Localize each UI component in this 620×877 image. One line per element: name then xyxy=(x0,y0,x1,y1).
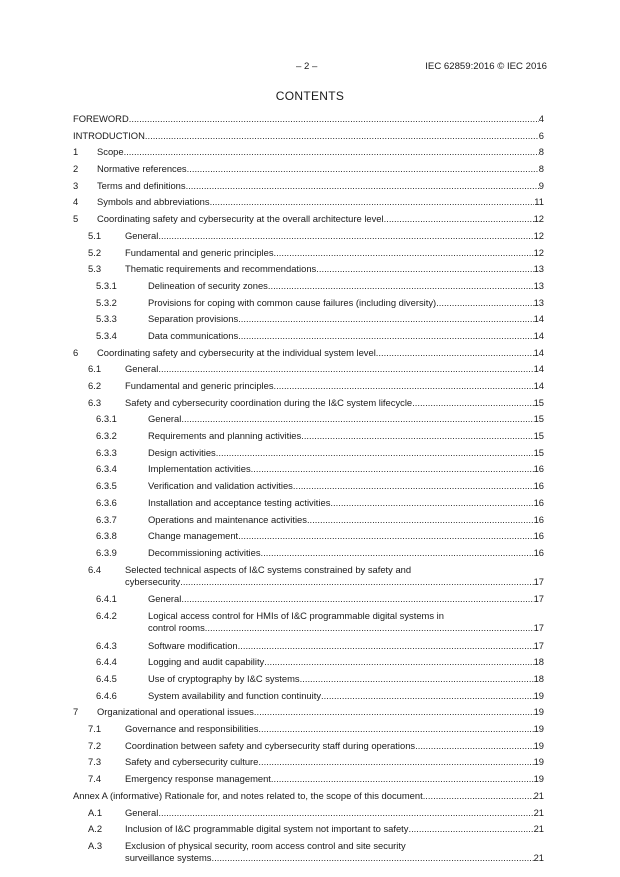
dot-leader xyxy=(238,530,533,542)
toc-entry[interactable] xyxy=(73,247,544,259)
toc-entry-title: Symbols and abbreviations xyxy=(97,196,210,208)
dot-leader xyxy=(238,330,533,342)
toc-entry[interactable] xyxy=(73,330,544,342)
toc-entry-number: A.3 xyxy=(88,839,103,851)
dot-leader xyxy=(376,347,534,359)
toc-entry-body xyxy=(97,706,544,718)
toc-entry[interactable] xyxy=(73,430,544,442)
toc-entry-page: 19 xyxy=(533,706,544,718)
toc-entry-title: Annex A (informative) Rationale for, and notes related to, the scope of this document xyxy=(73,789,423,801)
toc-entry-title: Change management xyxy=(148,530,239,542)
dot-leader xyxy=(158,363,533,375)
dot-leader xyxy=(181,413,533,425)
toc-entry[interactable] xyxy=(73,673,544,685)
toc-entry-title: Governance and responsibilities xyxy=(125,723,259,735)
toc-entry-body xyxy=(125,840,544,864)
contents-title: CONTENTS xyxy=(275,89,345,103)
toc-entry-page: 17 xyxy=(533,575,544,587)
dot-leader xyxy=(271,773,534,785)
dot-leader xyxy=(274,247,534,259)
toc-entry-page: 11 xyxy=(534,196,544,208)
toc-entry[interactable] xyxy=(73,130,544,142)
dot-leader xyxy=(216,447,534,459)
toc-entry-page: 17 xyxy=(533,621,544,633)
toc-entry-title: Selected technical aspects of I&C systems constrained by safety and xyxy=(125,563,412,575)
toc-entry[interactable] xyxy=(73,113,544,125)
toc-entry-body xyxy=(125,823,544,835)
toc-entry-title: Implementation activities xyxy=(148,463,251,475)
toc-entry-number: 6.4.6 xyxy=(96,689,117,701)
toc-entry-body xyxy=(73,130,544,142)
dot-leader xyxy=(187,163,539,175)
toc-entry-page: 12 xyxy=(533,213,544,225)
dot-leader xyxy=(145,130,539,142)
toc-entry-title: Normative references xyxy=(97,163,187,175)
dot-leader xyxy=(321,690,534,702)
toc-entry-title: Installation and acceptance testing activities xyxy=(148,496,331,508)
toc-entry[interactable] xyxy=(73,807,544,819)
toc-entry[interactable] xyxy=(73,497,544,509)
toc-entry-body xyxy=(148,480,544,492)
toc-entry-body xyxy=(73,790,544,802)
toc-entry-number: 5.3.4 xyxy=(96,329,117,341)
toc-entry[interactable] xyxy=(73,756,544,768)
toc-entry-page: 16 xyxy=(533,463,544,475)
toc-entry-page: 15 xyxy=(533,446,544,458)
toc-entry-page: 16 xyxy=(533,546,544,558)
dot-leader xyxy=(423,790,534,802)
toc-entry-number: 7.3 xyxy=(88,756,102,768)
dot-leader xyxy=(316,263,533,275)
toc-entry-title: INTRODUCTION xyxy=(73,129,145,141)
toc-entry[interactable] xyxy=(73,180,544,192)
dot-leader xyxy=(300,673,534,685)
toc-entry[interactable] xyxy=(73,593,544,605)
toc-entry-number: 6.3.7 xyxy=(96,513,117,525)
toc-entry-body xyxy=(97,180,544,192)
toc-entry-title: Requirements and planning activities xyxy=(148,430,302,442)
toc-entry-number: 2 xyxy=(73,163,79,175)
toc-entry-page: 19 xyxy=(533,739,544,751)
toc-entry[interactable] xyxy=(73,514,544,526)
toc-entry-title: Terms and definitions xyxy=(97,179,186,191)
toc-entry-title-continued: surveillance systems xyxy=(125,851,212,863)
toc-entry-title: FOREWORD xyxy=(73,113,129,124)
page-header xyxy=(0,61,620,75)
toc-entry-number: 5.2 xyxy=(88,246,102,258)
toc-entry-body xyxy=(125,263,544,275)
toc-entry-title: Logging and audit capability xyxy=(148,656,265,668)
toc-entry-body xyxy=(125,773,544,785)
toc-entry-body xyxy=(148,547,544,559)
toc-entry[interactable] xyxy=(73,564,544,589)
toc-entry-page: 16 xyxy=(533,513,544,525)
toc-entry-body xyxy=(97,146,544,158)
toc-entry[interactable] xyxy=(73,790,544,802)
toc-entry-title: Data communications xyxy=(148,329,239,341)
toc-entry-number: 7.1 xyxy=(88,723,102,735)
toc-entry[interactable] xyxy=(73,313,544,325)
dot-leader xyxy=(124,146,539,158)
toc-entry-page: 14 xyxy=(533,329,544,341)
toc-entry-title: Fundamental and generic principles xyxy=(125,380,274,391)
toc-entry-number: 6.1 xyxy=(88,363,102,375)
toc-entry-page: 19 xyxy=(533,756,544,768)
toc-entry-page: 15 xyxy=(533,396,544,408)
toc-entry-number: 6.2 xyxy=(88,380,102,391)
toc-entry-title: Thematic requirements and recommendations xyxy=(125,263,317,275)
toc-entry-page: 14 xyxy=(533,313,544,325)
toc-entry-title: Delineation of security zones xyxy=(148,279,268,291)
dot-leader xyxy=(186,180,539,192)
toc-entry-number: 6.4.4 xyxy=(96,656,117,668)
toc-entry-body xyxy=(125,564,544,588)
toc-entry-number: 6.3.8 xyxy=(96,530,117,542)
toc-entry-title: Design activities xyxy=(148,446,216,458)
toc-entry[interactable] xyxy=(73,347,544,359)
toc-entry[interactable] xyxy=(73,640,544,652)
toc-entry-title-continued: cybersecurity xyxy=(125,575,181,587)
toc-entry-number: 6.3 xyxy=(88,396,102,408)
toc-entry[interactable] xyxy=(73,230,544,242)
toc-entry-title: Scope xyxy=(97,146,124,158)
dot-leader xyxy=(251,463,534,475)
toc-entry-number: 6.3.3 xyxy=(96,446,117,458)
toc-entry-page: 21 xyxy=(533,823,544,835)
dot-leader xyxy=(181,593,533,605)
toc-entry-body xyxy=(148,673,544,685)
toc-entry-number: A.2 xyxy=(88,823,103,835)
toc-entry-number: 1 xyxy=(73,146,79,158)
toc-entry-number: 5.3 xyxy=(88,263,102,275)
toc-entry-page: 18 xyxy=(533,673,544,684)
toc-entry-title: Emergency response management xyxy=(125,773,271,785)
toc-entry[interactable] xyxy=(73,480,544,492)
dot-leader xyxy=(384,213,534,225)
toc-entry-body xyxy=(148,430,544,442)
toc-entry[interactable] xyxy=(73,706,544,718)
dot-leader xyxy=(261,547,534,559)
dot-leader xyxy=(412,397,533,409)
page-number: – 2 – xyxy=(296,61,318,72)
toc-entry-number: 6.3.6 xyxy=(96,496,117,508)
toc-entry-page: 18 xyxy=(533,656,544,668)
dot-leader xyxy=(210,196,535,208)
toc-entry[interactable] xyxy=(73,363,544,375)
toc-entry-page: 15 xyxy=(533,413,544,425)
toc-entry-title: Inclusion of I&C programmable digital system not important to safety xyxy=(125,823,409,835)
toc-entry-body xyxy=(73,113,544,125)
toc-entry-title: Organizational and operational issues xyxy=(97,706,254,718)
toc-entry-title: Provisions for coping with common cause failures (including diversity) xyxy=(148,296,437,308)
toc-entry-body xyxy=(148,463,544,475)
toc-entry-title: System availability and function continuity xyxy=(148,689,322,701)
toc-entry-body xyxy=(97,163,544,175)
toc-entry-page: 13 xyxy=(533,279,544,291)
toc-entry[interactable] xyxy=(73,380,544,392)
toc-entry-body xyxy=(148,593,544,605)
dot-leader xyxy=(307,514,534,526)
toc-entry-title: Operations and maintenance activities xyxy=(148,513,307,525)
toc-entry-page: 19 xyxy=(533,689,544,701)
toc-entry[interactable] xyxy=(73,463,544,475)
toc-entry[interactable] xyxy=(73,610,544,635)
toc-entry[interactable] xyxy=(73,196,544,208)
toc-entry[interactable] xyxy=(73,690,544,702)
toc-entry-number: 6.4.5 xyxy=(96,673,117,684)
toc-entry-page: 21 xyxy=(533,851,544,863)
toc-entry[interactable] xyxy=(73,656,544,668)
toc-entry[interactable] xyxy=(73,723,544,735)
toc-entry-title: Logical access control for HMIs of I&C programmable digital systems in xyxy=(148,609,444,621)
toc-entry-body xyxy=(148,330,544,342)
toc-entry[interactable] xyxy=(73,547,544,559)
toc-entry-page: 16 xyxy=(533,496,544,508)
toc-entry-page: 13 xyxy=(533,263,544,275)
toc-entry-page: 17 xyxy=(533,593,544,605)
toc-entry-title: Verification and validation activities xyxy=(148,480,293,492)
toc-entry-page: 16 xyxy=(533,480,544,492)
toc-entry-page: 9 xyxy=(538,179,544,191)
toc-entry-number: 5.3.1 xyxy=(96,279,117,291)
dot-leader xyxy=(293,480,534,492)
toc-entry[interactable] xyxy=(73,213,544,225)
toc-entry-body xyxy=(125,807,544,819)
toc-entry-page: 8 xyxy=(538,146,544,158)
dot-leader xyxy=(180,576,533,588)
toc-entry-page: 4 xyxy=(538,113,544,124)
toc-entry-number: 6.3.4 xyxy=(96,463,117,475)
toc-entry-number: A.1 xyxy=(88,806,103,818)
toc-entry-number: 7 xyxy=(73,706,79,718)
toc-entry-body xyxy=(148,656,544,668)
dot-leader xyxy=(238,640,534,652)
dot-leader xyxy=(129,113,539,125)
dot-leader xyxy=(330,497,533,509)
toc-entry-title: Coordinating safety and cybersecurity at the individual system level xyxy=(97,346,376,358)
toc-entry-body xyxy=(148,280,544,292)
toc-entry-title: Safety and cybersecurity coordination during the I&C system lifecycle xyxy=(125,396,413,408)
toc-entry-title: General xyxy=(125,806,159,818)
toc-entry-number: 6.3.5 xyxy=(96,480,117,492)
toc-entry-number: 6.4.3 xyxy=(96,639,117,651)
toc-entry[interactable] xyxy=(73,280,544,292)
toc-entry-page: 12 xyxy=(533,246,544,258)
toc-entry-number: 3 xyxy=(73,179,79,191)
toc-entry-body xyxy=(148,530,544,542)
toc-entry-number: 5 xyxy=(73,213,79,225)
toc-entry-body xyxy=(125,723,544,735)
toc-entry[interactable] xyxy=(73,773,544,785)
toc-entry-number: 6 xyxy=(73,346,79,358)
toc-entry[interactable] xyxy=(73,146,544,158)
toc-entry-body xyxy=(125,756,544,768)
toc-entry-body xyxy=(125,363,544,375)
toc-entry-title-continued: control rooms xyxy=(148,621,205,633)
dot-leader xyxy=(258,723,533,735)
table-of-contents xyxy=(73,113,544,870)
toc-entry-page: 19 xyxy=(533,773,544,785)
toc-entry-title: Decommissioning activities xyxy=(148,546,261,558)
toc-entry-body xyxy=(125,397,544,409)
dot-leader xyxy=(212,852,534,864)
toc-entry-body xyxy=(97,347,544,359)
dot-leader xyxy=(301,430,533,442)
toc-entry-number: 6.4.2 xyxy=(96,609,117,621)
toc-entry[interactable] xyxy=(73,297,544,309)
toc-entry-page: 14 xyxy=(533,346,544,358)
toc-entry[interactable] xyxy=(73,263,544,275)
toc-entry-number: 4 xyxy=(73,196,79,208)
toc-entry-page: 14 xyxy=(533,363,544,375)
document-reference: IEC 62859:2016 © IEC 2016 xyxy=(425,61,547,72)
toc-entry-number: 6.3.2 xyxy=(96,430,117,442)
toc-entry-title: General xyxy=(148,593,182,605)
toc-entry-page: 12 xyxy=(533,229,544,241)
dot-leader xyxy=(415,740,533,752)
dot-leader xyxy=(268,280,534,292)
toc-entry-number: 5.3.3 xyxy=(96,313,117,325)
toc-entry-title: Software modification xyxy=(148,639,238,651)
dot-leader xyxy=(158,807,533,819)
toc-entry-page: 6 xyxy=(538,129,544,141)
toc-entry-page: 21 xyxy=(533,789,544,801)
toc-entry-page: 15 xyxy=(533,430,544,442)
toc-entry-body xyxy=(148,447,544,459)
toc-entry-body xyxy=(125,230,544,242)
toc-entry-body xyxy=(125,247,544,259)
toc-entry-body xyxy=(148,514,544,526)
dot-leader xyxy=(274,380,534,392)
toc-entry-body xyxy=(148,610,544,634)
toc-entry-title: Use of cryptography by I&C systems xyxy=(148,673,300,684)
toc-entry-body xyxy=(148,413,544,425)
toc-entry-title: General xyxy=(125,363,159,375)
toc-entry-page: 16 xyxy=(533,530,544,542)
toc-entry[interactable] xyxy=(73,413,544,425)
dot-leader xyxy=(408,823,533,835)
toc-entry-number: 6.3.1 xyxy=(96,413,117,425)
dot-leader xyxy=(158,230,533,242)
toc-entry-body xyxy=(125,380,544,392)
toc-entry-page: 21 xyxy=(533,806,544,818)
toc-entry-title: Exclusion of physical security, room access control and site security xyxy=(125,839,406,851)
toc-entry[interactable] xyxy=(73,447,544,459)
toc-entry-body xyxy=(125,740,544,752)
toc-entry-body xyxy=(148,690,544,702)
toc-entry[interactable] xyxy=(73,740,544,752)
toc-entry-number: 5.3.2 xyxy=(96,296,117,308)
dot-leader xyxy=(436,297,533,309)
toc-entry-body xyxy=(97,196,544,208)
toc-entry-number: 6.4 xyxy=(88,563,102,575)
toc-entry[interactable] xyxy=(73,823,544,835)
toc-entry-body xyxy=(148,313,544,325)
toc-entry-page: 13 xyxy=(533,296,544,308)
dot-leader xyxy=(205,622,534,634)
toc-entry[interactable] xyxy=(73,397,544,409)
toc-entry[interactable] xyxy=(73,530,544,542)
dot-leader xyxy=(258,756,533,768)
toc-entry-body xyxy=(97,213,544,225)
toc-entry-page: 19 xyxy=(533,723,544,735)
toc-entry-page: 8 xyxy=(538,163,544,175)
toc-entry-number: 5.1 xyxy=(88,229,102,241)
dot-leader xyxy=(238,313,533,325)
toc-entry-page: 14 xyxy=(533,380,544,391)
toc-entry-number: 6.4.1 xyxy=(96,593,117,605)
toc-entry-body xyxy=(148,497,544,509)
toc-entry-title: General xyxy=(125,229,159,241)
toc-entry[interactable] xyxy=(73,163,544,175)
toc-entry-title: Separation provisions xyxy=(148,313,239,325)
toc-entry[interactable] xyxy=(73,840,544,865)
toc-entry-title: General xyxy=(148,413,182,425)
toc-entry-title: Coordinating safety and cybersecurity at the overall architecture level xyxy=(97,213,384,225)
toc-entry-title: Fundamental and generic principles xyxy=(125,246,274,258)
dot-leader xyxy=(254,706,534,718)
toc-entry-title: Safety and cybersecurity culture xyxy=(125,756,259,768)
toc-entry-page: 17 xyxy=(533,639,544,651)
dot-leader xyxy=(264,656,533,668)
toc-entry-number: 7.4 xyxy=(88,773,102,785)
toc-entry-number: 6.3.9 xyxy=(96,546,117,558)
toc-entry-body xyxy=(148,297,544,309)
toc-entry-number: 7.2 xyxy=(88,739,102,751)
toc-entry-title: Coordination between safety and cybersecurity staff during operations xyxy=(125,739,416,751)
toc-entry-body xyxy=(148,640,544,652)
